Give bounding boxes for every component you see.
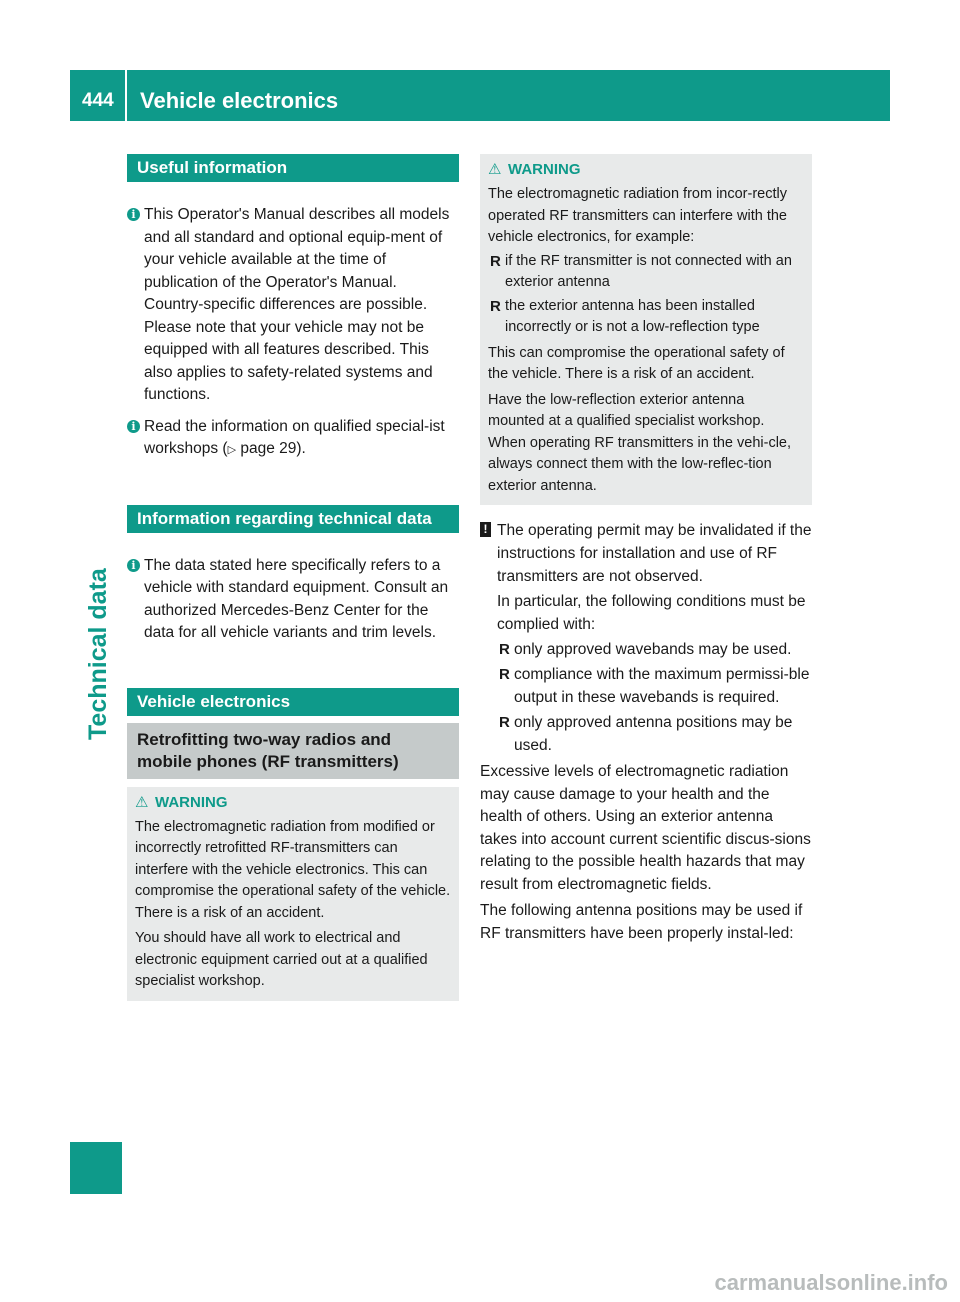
header-divider — [125, 70, 127, 121]
note-text: In particular, the following conditions must be complied with: — [497, 593, 806, 633]
warning-triangle-icon: ⚠ — [135, 793, 149, 811]
section-title-vehicle-electronics: Vehicle electronics — [127, 688, 459, 716]
warning-triangle-icon: ⚠ — [488, 161, 502, 178]
watermark: carmanualsonline.info — [714, 1270, 948, 1295]
warning-text: The electromagnetic radiation from modified or incorrectly retrofitted RF-transmitters can interfere with the vehicle electronics. This can compromise the operational safety of the vehicle. There is a risk of an accident. — [135, 818, 451, 921]
bullet-icon: R — [490, 252, 501, 270]
page-ref-link[interactable]: page 29). — [236, 440, 306, 457]
list-item — [488, 251, 804, 294]
info-text: This Operator's Manual describes all models and all standard and optional equip-ment of your vehicle available at the time of publication of the Operator's Manual. Country-specific differences are possible. Please note that your vehicle may not be equipped with all features described. This also applies to safety-related systems and functions. — [144, 206, 450, 403]
header-title: Vehicle electronics — [140, 88, 339, 113]
list-item — [497, 711, 812, 757]
info-icon: i — [127, 420, 140, 433]
bullet-icon: R — [499, 714, 510, 731]
body-paragraph: The following antenna positions may be used if RF transmitters have been properly instal-led: — [480, 902, 803, 942]
warning-box — [127, 787, 459, 1001]
left-column — [127, 154, 459, 1001]
subsection-title-retrofitting: Retrofitting two-way radios and mobile phones (RF transmitters) — [127, 723, 459, 779]
note-block — [480, 519, 812, 757]
warning-text: Have the low-reflection exterior antenna mounted at a qualified specialist workshop. When operating RF transmitters in the vehi-cle, always connect them with the low-reflec-tion exterior antenna. — [488, 391, 792, 494]
bullet-icon: R — [490, 297, 501, 315]
page-number: 444 — [82, 90, 114, 111]
note-text: The operating permit may be invalidated if the instructions for installation and use of RF transmitters are not observed. — [497, 522, 812, 585]
warning-text: You should have all work to electrical and electronic equipment carried out at a qualified specialist workshop. — [135, 930, 428, 989]
right-column — [480, 154, 812, 945]
warning-text: This can compromise the operational safety of the vehicle. There is a risk of an accident. — [488, 344, 785, 382]
list-item-text: only approved antenna positions may be used. — [514, 714, 793, 754]
info-text: Read the information on qualified special-ist workshops ( — [144, 417, 445, 457]
bullet-icon: R — [499, 666, 510, 683]
info-text: The data stated here specifically refers to a vehicle with standard equipment. Consult an authorized Mercedes-Benz Center for the data for all vehicle variants and trim levels. — [144, 556, 449, 641]
warning-text: The electromagnetic radiation from incor-rectly operated RF transmitters can interfere with the vehicle electronics, for example: — [488, 186, 787, 245]
info-paragraph — [127, 204, 459, 407]
list-item-text: the exterior antenna has been installed incorrectly or is not a low-reflection type — [505, 297, 760, 335]
page-ref-arrow-icon: ▷ — [227, 444, 237, 456]
warning-header — [488, 160, 804, 180]
section-title-useful-info: Useful information — [127, 154, 459, 182]
side-tab-label: Technical data — [84, 568, 112, 740]
list-item — [497, 638, 812, 661]
warning-label: WARNING — [155, 793, 228, 811]
list-item-text: compliance with the maximum permissi-ble output in these wavebands is required. — [514, 666, 810, 706]
warning-label: WARNING — [508, 161, 581, 178]
side-tab-block — [70, 1142, 122, 1194]
body-paragraph: Excessive levels of electromagnetic radiation may cause damage to your health and the health of others. Using an exterior antenna takes into account current scientific discus-sions relating to the possible health hazards that may result from electromagnetic fields. — [480, 763, 811, 893]
list-item-text: only approved wavebands may be used. — [514, 641, 792, 658]
warning-box — [480, 154, 812, 505]
list-item-text: if the RF transmitter is not connected with an exterior antenna — [505, 252, 792, 290]
info-icon: i — [127, 208, 140, 221]
info-paragraph — [127, 555, 459, 645]
page-header — [70, 70, 890, 121]
info-icon: i — [127, 559, 140, 572]
list-item — [488, 296, 804, 339]
section-title-technical-data: Information regarding technical data — [127, 505, 459, 533]
exclamation-icon: ! — [480, 522, 491, 537]
bullet-icon: R — [499, 641, 510, 658]
info-paragraph — [127, 416, 459, 462]
list-item — [497, 663, 812, 709]
warning-header — [135, 793, 451, 813]
